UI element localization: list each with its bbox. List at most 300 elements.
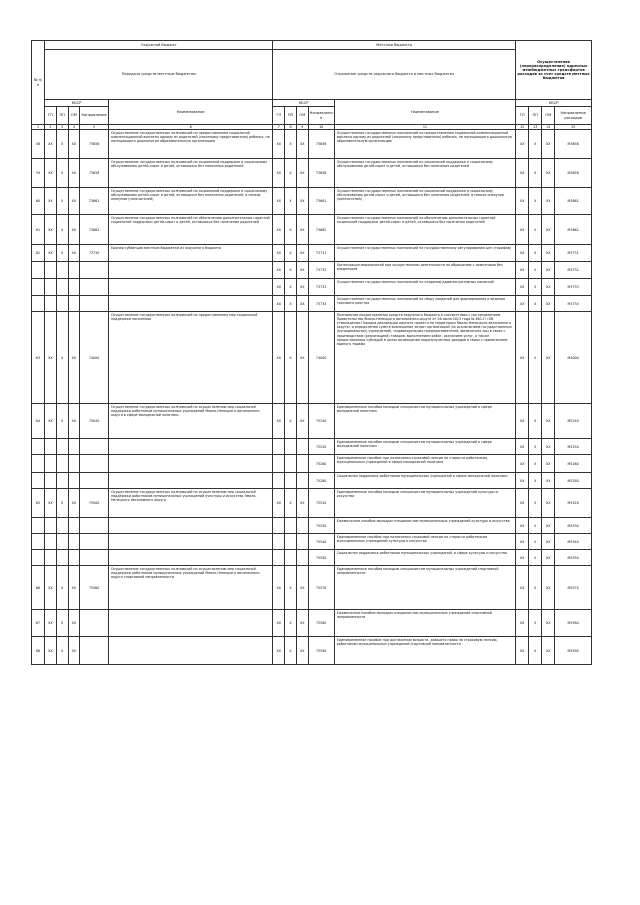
cell-om (68, 279, 80, 296)
header-col-om: ОМ (296, 107, 308, 125)
column-number: 3 (56, 125, 68, 130)
cell-name (108, 455, 272, 473)
cell-direction (80, 534, 109, 550)
cell-gp-local: ХХ (273, 296, 285, 312)
cell-pp-far: Х (529, 473, 542, 489)
header-name-left: Наименование (108, 100, 272, 125)
cell-pp-local (285, 518, 297, 534)
header-col-om: ОМ (68, 107, 80, 125)
cell-om-far: ХХ (542, 455, 555, 473)
cell-gp-far: ХХ (516, 610, 529, 637)
cell-direction (80, 455, 109, 473)
cell-gp-local: ХХ (273, 566, 285, 610)
header-right-desc: Отражение средств окружного бюджета в местных бюджетах (273, 50, 516, 100)
cell-om-local: ХХ (296, 215, 308, 245)
row-number (32, 279, 45, 296)
cell-om-local: ХХ (296, 296, 308, 312)
cell-direction (80, 550, 109, 566)
cell-pp: Х (56, 637, 68, 665)
cell-om-local (296, 473, 308, 489)
cell-om-local: ХХ (296, 130, 308, 159)
cell-gp-local: ХХ (273, 637, 285, 665)
cell-gp-local: ХХ (273, 312, 285, 404)
cell-direction-local: 75530 (308, 518, 334, 534)
cell-om-local: ХХ (296, 245, 308, 262)
cell-om-far: ХХ (542, 610, 555, 637)
cell-om-far: ХХ (542, 130, 555, 159)
cell-pp: Х (56, 489, 68, 518)
cell-gp-far: ХХ (516, 130, 529, 159)
cell-om-far: ХХ (542, 439, 555, 455)
cell-pp-local: Х (285, 312, 297, 404)
cell-pp: Х (56, 130, 68, 159)
header-kbk-left: КБСР (45, 100, 109, 107)
row-number: 63 (32, 312, 45, 404)
table-row (32, 130, 592, 159)
row-number: 66 (32, 566, 45, 610)
table-row (32, 518, 592, 534)
cell-om-far: ХХ (542, 637, 555, 665)
cell-direction-far: М3661 (555, 188, 592, 215)
table-row (32, 188, 592, 215)
cell-direction-far: М5280 (555, 473, 592, 489)
cell-direction-local: 73734 (308, 296, 334, 312)
cell-direction (80, 296, 109, 312)
table-row (32, 534, 592, 550)
header-kbk-far: КБСР (516, 100, 592, 107)
header-col-gp: ГП (516, 107, 529, 125)
cell-direction: 73661 (80, 188, 109, 215)
cell-gp-far: ХХ (516, 159, 529, 188)
cell-name (108, 550, 272, 566)
cell-name-local: Организация мероприятий при осуществлении деятельности по обращению с животными без владельцев (334, 262, 515, 279)
row-number: 68 (32, 637, 45, 665)
cell-gp (45, 550, 57, 566)
cell-name-local: Единовременные пособия молодым специалистам муниципальных учреждений культуры и искусства (334, 489, 515, 518)
cell-om: ХХ (68, 188, 80, 215)
cell-om-far: ХХ (542, 489, 555, 518)
cell-direction-far: М5520 (555, 489, 592, 518)
row-number: 59 (32, 159, 45, 188)
cell-gp-local: ХХ (273, 404, 285, 439)
cell-direction-local: 73733 (308, 279, 334, 296)
cell-name-local: Осуществление государственных полномочий по социальной поддержке и социальному обслуживанию детей-сирот и детей, оставшихся без попечения родителей (334, 159, 515, 188)
cell-direction-local: 75570 (308, 566, 334, 610)
cell-name: Осуществление государственных полномочий по осуществлению мер социальной поддержки работников муниципальных учреждений Ямало-Ненецкого автономного округа спортивной направленности (108, 566, 272, 610)
cell-direction: 75040 (80, 404, 109, 439)
row-number: 61 (32, 215, 45, 245)
cell-direction-far: М3733 (555, 279, 592, 296)
cell-direction-far: М5240 (555, 404, 592, 439)
cell-pp-local: Х (285, 245, 297, 262)
cell-gp-local (273, 534, 285, 550)
cell-gp: ХХ (45, 566, 57, 610)
column-number: 8 (285, 125, 297, 130)
cell-om (68, 455, 80, 473)
cell-direction: 73662 (80, 215, 109, 245)
table-row (32, 473, 592, 489)
cell-gp: ХХ (45, 489, 57, 518)
cell-direction-local: 75240 (308, 404, 334, 439)
header-col-gp: ГП (45, 107, 57, 125)
cell-name (108, 534, 272, 550)
cell-gp-local: ХХ (273, 262, 285, 279)
cell-direction-local: 75550 (308, 550, 334, 566)
cell-name: Единая субвенция местным бюджетам из окружного бюджета (108, 245, 272, 262)
cell-om (68, 439, 80, 455)
cell-gp-far: ХХ (516, 637, 529, 665)
cell-pp-local: Х (285, 159, 297, 188)
cell-gp: ХХ (45, 215, 57, 245)
cell-direction: 73656 (80, 130, 109, 159)
cell-om-local: ХХ (296, 489, 308, 518)
cell-pp (56, 550, 68, 566)
cell-direction: 75560 (80, 566, 109, 610)
cell-gp (45, 296, 57, 312)
cell-pp (56, 518, 68, 534)
row-number (32, 473, 45, 489)
cell-name-local: Ежемесячное пособие молодым специалистам муниципальных учреждений спортивной направленности (334, 610, 515, 637)
cell-gp (45, 534, 57, 550)
cell-gp (45, 455, 57, 473)
cell-pp-far: Х (529, 566, 542, 610)
cell-om: ХХ (68, 159, 80, 188)
cell-pp (56, 262, 68, 279)
cell-direction-far: М3658 (555, 159, 592, 188)
cell-pp-local (285, 534, 297, 550)
cell-direction (80, 518, 109, 534)
cell-direction-far: М5550 (555, 550, 592, 566)
cell-name-local: Осуществление государственных полномочий по созданию административных комиссий (334, 279, 515, 296)
cell-direction: 74000 (80, 312, 109, 404)
budget-table-page (31, 40, 592, 665)
cell-pp (56, 279, 68, 296)
table-row (32, 296, 592, 312)
cell-pp-local: Х (285, 262, 297, 279)
cell-direction-local: 75580 (308, 610, 334, 637)
cell-name-local: Осуществление государственных полномочий по обеспечению дополнительных гарантий социальной поддержки детей-сирот и детей, оставшихся без попечения родителей (334, 215, 515, 245)
cell-gp-far: ХХ (516, 489, 529, 518)
header-group-far: Осуществление (перераспределение) адресных межбюджетных трансфертов расходов за счет средств местных бюджетов (516, 41, 592, 100)
column-number: 11 (334, 125, 515, 130)
cell-pp: Х (56, 215, 68, 245)
cell-direction-far: М5530 (555, 518, 592, 534)
table-row (32, 262, 592, 279)
cell-om-local (296, 518, 308, 534)
column-number: 15 (555, 125, 592, 130)
table-row (32, 455, 592, 473)
cell-name-local: Ежемесячное пособие молодым специалистам муниципальных учреждений культуры и искусства (334, 518, 515, 534)
cell-pp-far: Х (529, 262, 542, 279)
cell-om-far: ХХ (542, 473, 555, 489)
cell-name-local: Единовременные пособия молодым специалистам муниципальных учреждений в сфере молодежной политики (334, 404, 515, 439)
cell-name-local: Социальная поддержка работников муниципальных учреждений в сфере молодежной политики (334, 473, 515, 489)
cell-name-local: Осуществление государственных полномочий по социальной поддержке и социальному обслуживанию детей-сирот и детей, оставшихся без попечения родителей, в семьях опекунов (попечителей) (334, 188, 515, 215)
column-number: 4 (68, 125, 80, 130)
cell-direction: 73658 (80, 159, 109, 188)
cell-gp: ХХ (45, 637, 57, 665)
cell-direction: 75500 (80, 489, 109, 518)
cell-name-local: Единовременные пособия молодым специалистам муниципальных учреждений спортивной направленности (334, 566, 515, 610)
cell-pp (56, 473, 68, 489)
cell-gp-far: ХХ (516, 473, 529, 489)
cell-om: ХХ (68, 404, 80, 439)
table-row (32, 215, 592, 245)
cell-name: Осуществление государственных полномочий по предоставлению мер социальной поддержки населению (108, 312, 272, 404)
cell-direction (80, 637, 109, 665)
cell-om-far: ХХ (542, 188, 555, 215)
cell-om (68, 534, 80, 550)
cell-direction-far: М5570 (555, 566, 592, 610)
cell-name: Осуществление государственных полномочий по предоставлению социальной компенсационной выплаты одному из родителей (законному представителю) ребенка, не посещающего дошкольную образовательную организацию (108, 130, 272, 159)
table-row (32, 610, 592, 637)
cell-om: ХХ (68, 489, 80, 518)
cell-direction-local: 73656 (308, 130, 334, 159)
header-group-left: Окружной бюджет (45, 41, 273, 50)
cell-pp-local: Х (285, 130, 297, 159)
table-row (32, 489, 592, 518)
row-number (32, 550, 45, 566)
cell-direction-local: 73658 (308, 159, 334, 188)
column-number: 10 (308, 125, 334, 130)
row-number: 67 (32, 610, 45, 637)
cell-pp: Х (56, 610, 68, 637)
budget-table (31, 40, 592, 665)
cell-om-local: ХХ (296, 312, 308, 404)
header-col-gp: ГП (273, 107, 285, 125)
cell-name-local: Единовременное пособие при достижении возраста, дающего право на страховую пенсию, работникам муниципальных учреждений спортивной направленности (334, 637, 515, 665)
cell-pp-local (285, 473, 297, 489)
cell-direction (80, 279, 109, 296)
cell-pp-far: Х (529, 188, 542, 215)
cell-gp-far: ХХ (516, 550, 529, 566)
cell-gp-local (273, 550, 285, 566)
cell-pp-far: Х (529, 550, 542, 566)
header-col-pp: ПП (56, 107, 68, 125)
cell-direction: 73730 (80, 245, 109, 262)
column-number: 13 (529, 125, 542, 130)
cell-gp-far: ХХ (516, 439, 529, 455)
cell-gp-far: ХХ (516, 312, 529, 404)
cell-gp-far: ХХ (516, 279, 529, 296)
cell-om (68, 262, 80, 279)
cell-gp-local: ХХ (273, 489, 285, 518)
cell-gp-far: ХХ (516, 215, 529, 245)
cell-direction-far: М5250 (555, 439, 592, 455)
cell-direction-far: М5260 (555, 455, 592, 473)
cell-pp-far: Х (529, 610, 542, 637)
cell-om-far: ХХ (542, 404, 555, 439)
cell-name-local: Осуществление государственных полномочий по сбору сведений для формирования и ведения торгового реестра (334, 296, 515, 312)
cell-pp-local: Х (285, 489, 297, 518)
cell-om-far: ХХ (542, 550, 555, 566)
table-row (32, 550, 592, 566)
cell-pp: Х (56, 188, 68, 215)
cell-gp-far: ХХ (516, 566, 529, 610)
row-number: 62 (32, 245, 45, 262)
cell-gp-local: ХХ (273, 188, 285, 215)
cell-pp-far: Х (529, 404, 542, 439)
cell-direction-far: М3662 (555, 215, 592, 245)
header-col-pp: ПП (285, 107, 297, 125)
table-row (32, 637, 592, 665)
cell-direction-far: М3656 (555, 130, 592, 159)
cell-om-local: ХХ (296, 262, 308, 279)
cell-direction-far: М5580 (555, 610, 592, 637)
cell-om-local (296, 550, 308, 566)
cell-gp-far: ХХ (516, 404, 529, 439)
cell-direction-local: 75280 (308, 473, 334, 489)
cell-direction-far: М3732 (555, 262, 592, 279)
cell-pp-far: Х (529, 296, 542, 312)
cell-om-local (296, 439, 308, 455)
cell-gp-local (273, 439, 285, 455)
cell-name-local: Единовременные пособия молодым специалистам муниципальных учреждений в сфере молодежной политики (334, 439, 515, 455)
cell-om: ХХ (68, 610, 80, 637)
cell-om-local: ХХ (296, 188, 308, 215)
cell-gp: ХХ (45, 245, 57, 262)
cell-gp-far: ХХ (516, 534, 529, 550)
cell-pp-far: Х (529, 637, 542, 665)
cell-om-local: ХХ (296, 610, 308, 637)
cell-name (108, 637, 272, 665)
cell-om-local: ХХ (296, 404, 308, 439)
cell-pp-far: Х (529, 245, 542, 262)
cell-om (68, 296, 80, 312)
cell-gp-local (273, 473, 285, 489)
cell-direction (80, 473, 109, 489)
cell-om-far: ХХ (542, 312, 555, 404)
cell-gp: ХХ (45, 159, 57, 188)
cell-gp-far: ХХ (516, 262, 529, 279)
cell-direction-far: М3734 (555, 296, 592, 312)
cell-gp-local (273, 518, 285, 534)
header-group-right: Местные бюджеты (273, 41, 516, 50)
cell-direction-local: 73662 (308, 215, 334, 245)
cell-name (108, 296, 272, 312)
column-number: 2 (45, 125, 57, 130)
row-number (32, 439, 45, 455)
cell-name-local: Осуществление государственных полномочий по предоставлению социальной компенсационной выплаты одному из родителей (законному представителю) ребенка, не посещающего дошкольную образовательную организацию (334, 130, 515, 159)
row-number (32, 518, 45, 534)
cell-om-local: ХХ (296, 159, 308, 188)
table-row (32, 404, 592, 439)
cell-name-local: Единовременное пособие при назначении страховой пенсии по старости работникам муниципальных учреждений культуры и искусства (334, 534, 515, 550)
cell-name: Осуществление государственных полномочий по социальной поддержке и социальному обслуживанию детей-сирот и детей, оставшихся без попечения родителей, в семьях опекунов (попечителей) (108, 188, 272, 215)
cell-om: ХХ (68, 215, 80, 245)
cell-direction-local: 75590 (308, 637, 334, 665)
cell-om-local: ХХ (296, 637, 308, 665)
cell-name-local: Осуществление государственных полномочий по государственному регулированию цен (тарифов) (334, 245, 515, 262)
cell-direction (80, 439, 109, 455)
cell-pp: Х (56, 312, 68, 404)
cell-pp-local (285, 439, 297, 455)
cell-om (68, 550, 80, 566)
cell-gp-local: ХХ (273, 215, 285, 245)
cell-pp (56, 296, 68, 312)
header-num: № п/п (32, 41, 45, 125)
cell-name: Осуществление государственных полномочий по осуществлению мер социальной поддержки работников муниципальных учреждений культуры и искусства Ямало-Ненецкого автономного округа (108, 489, 272, 518)
cell-direction-local: 74000 (308, 312, 334, 404)
cell-gp-far: ХХ (516, 455, 529, 473)
cell-pp: Х (56, 245, 68, 262)
cell-gp: ХХ (45, 130, 57, 159)
cell-name-local: Полномочия предоставления средств окружного бюджета в соответствии с постановлением Правительства Ямало-Ненецкого автономного округа от 26 июля 2013 года № 601-П «Об утверждении Порядка реализации единого проекта на территории Ямало-Ненецкого автономного округа» и определения сумм в возмещение затрат организаций (за исключением государственных (муниципальных) учреждений), индивидуальных предпринимателей, физических лиц в связи с производством (реализацией) товаров, выполнением работ, оказанием услуг, а также предоставления субсидий в целях возмещения недополученных доходов в связи с применением единого тарифа (334, 312, 515, 404)
cell-gp (45, 279, 57, 296)
header-col-pp: ПП (529, 107, 542, 125)
cell-pp-local (285, 455, 297, 473)
cell-om (68, 518, 80, 534)
cell-pp: Х (56, 404, 68, 439)
cell-name: Осуществление государственных полномочий по обеспечению дополнительных гарантий социальной поддержки детей-сирот и детей, оставшихся без попечения родителей (108, 215, 272, 245)
cell-om: ХХ (68, 130, 80, 159)
cell-om: ХХ (68, 566, 80, 610)
cell-om-far: ХХ (542, 262, 555, 279)
cell-gp-far: ХХ (516, 188, 529, 215)
cell-pp-far: Х (529, 312, 542, 404)
cell-pp-local: Х (285, 566, 297, 610)
cell-gp (45, 473, 57, 489)
cell-pp-far: Х (529, 130, 542, 159)
cell-direction-local: 75520 (308, 489, 334, 518)
cell-pp-local: Х (285, 296, 297, 312)
table-row (32, 159, 592, 188)
cell-direction-far: М5590 (555, 637, 592, 665)
cell-name: Осуществление государственных полномочий по осуществлению мер социальной поддержки работников муниципальных учреждений Ямало-Ненецкого автономного округа в сфере молодежной политики (108, 404, 272, 439)
column-number: 14 (542, 125, 555, 130)
cell-pp-far: Х (529, 455, 542, 473)
cell-name (108, 518, 272, 534)
row-number (32, 455, 45, 473)
cell-pp-far: Х (529, 279, 542, 296)
cell-gp-far: ХХ (516, 296, 529, 312)
header-col-dir: Направление (80, 107, 109, 125)
cell-om: ХХ (68, 245, 80, 262)
column-number: 9 (296, 125, 308, 130)
header-col-dir-far: Направление расходов (555, 107, 592, 125)
cell-pp-far: Х (529, 489, 542, 518)
cell-direction-local: 73732 (308, 262, 334, 279)
header-name-right: Наименование (334, 100, 515, 125)
cell-pp (56, 439, 68, 455)
cell-pp (56, 534, 68, 550)
cell-gp-local: ХХ (273, 610, 285, 637)
column-number: 6 (108, 125, 272, 130)
header-kbk-right: КБСР (273, 100, 334, 107)
cell-om-far: ХХ (542, 215, 555, 245)
cell-name (108, 473, 272, 489)
cell-om-local: ХХ (296, 566, 308, 610)
cell-om-local (296, 455, 308, 473)
table-row (32, 245, 592, 262)
cell-pp (56, 455, 68, 473)
cell-gp: ХХ (45, 188, 57, 215)
row-number: 58 (32, 130, 45, 159)
row-number: 60 (32, 188, 45, 215)
cell-pp-local: Х (285, 610, 297, 637)
cell-pp-far: Х (529, 159, 542, 188)
cell-om: ХХ (68, 637, 80, 665)
cell-name (108, 262, 272, 279)
column-number: 5 (80, 125, 109, 130)
table-row (32, 566, 592, 610)
header-col-dir: Направление (308, 107, 334, 125)
cell-direction-local: 73661 (308, 188, 334, 215)
cell-direction-local: 75250 (308, 439, 334, 455)
cell-pp-far: Х (529, 439, 542, 455)
cell-pp-far: Х (529, 534, 542, 550)
cell-pp-far: Х (529, 215, 542, 245)
